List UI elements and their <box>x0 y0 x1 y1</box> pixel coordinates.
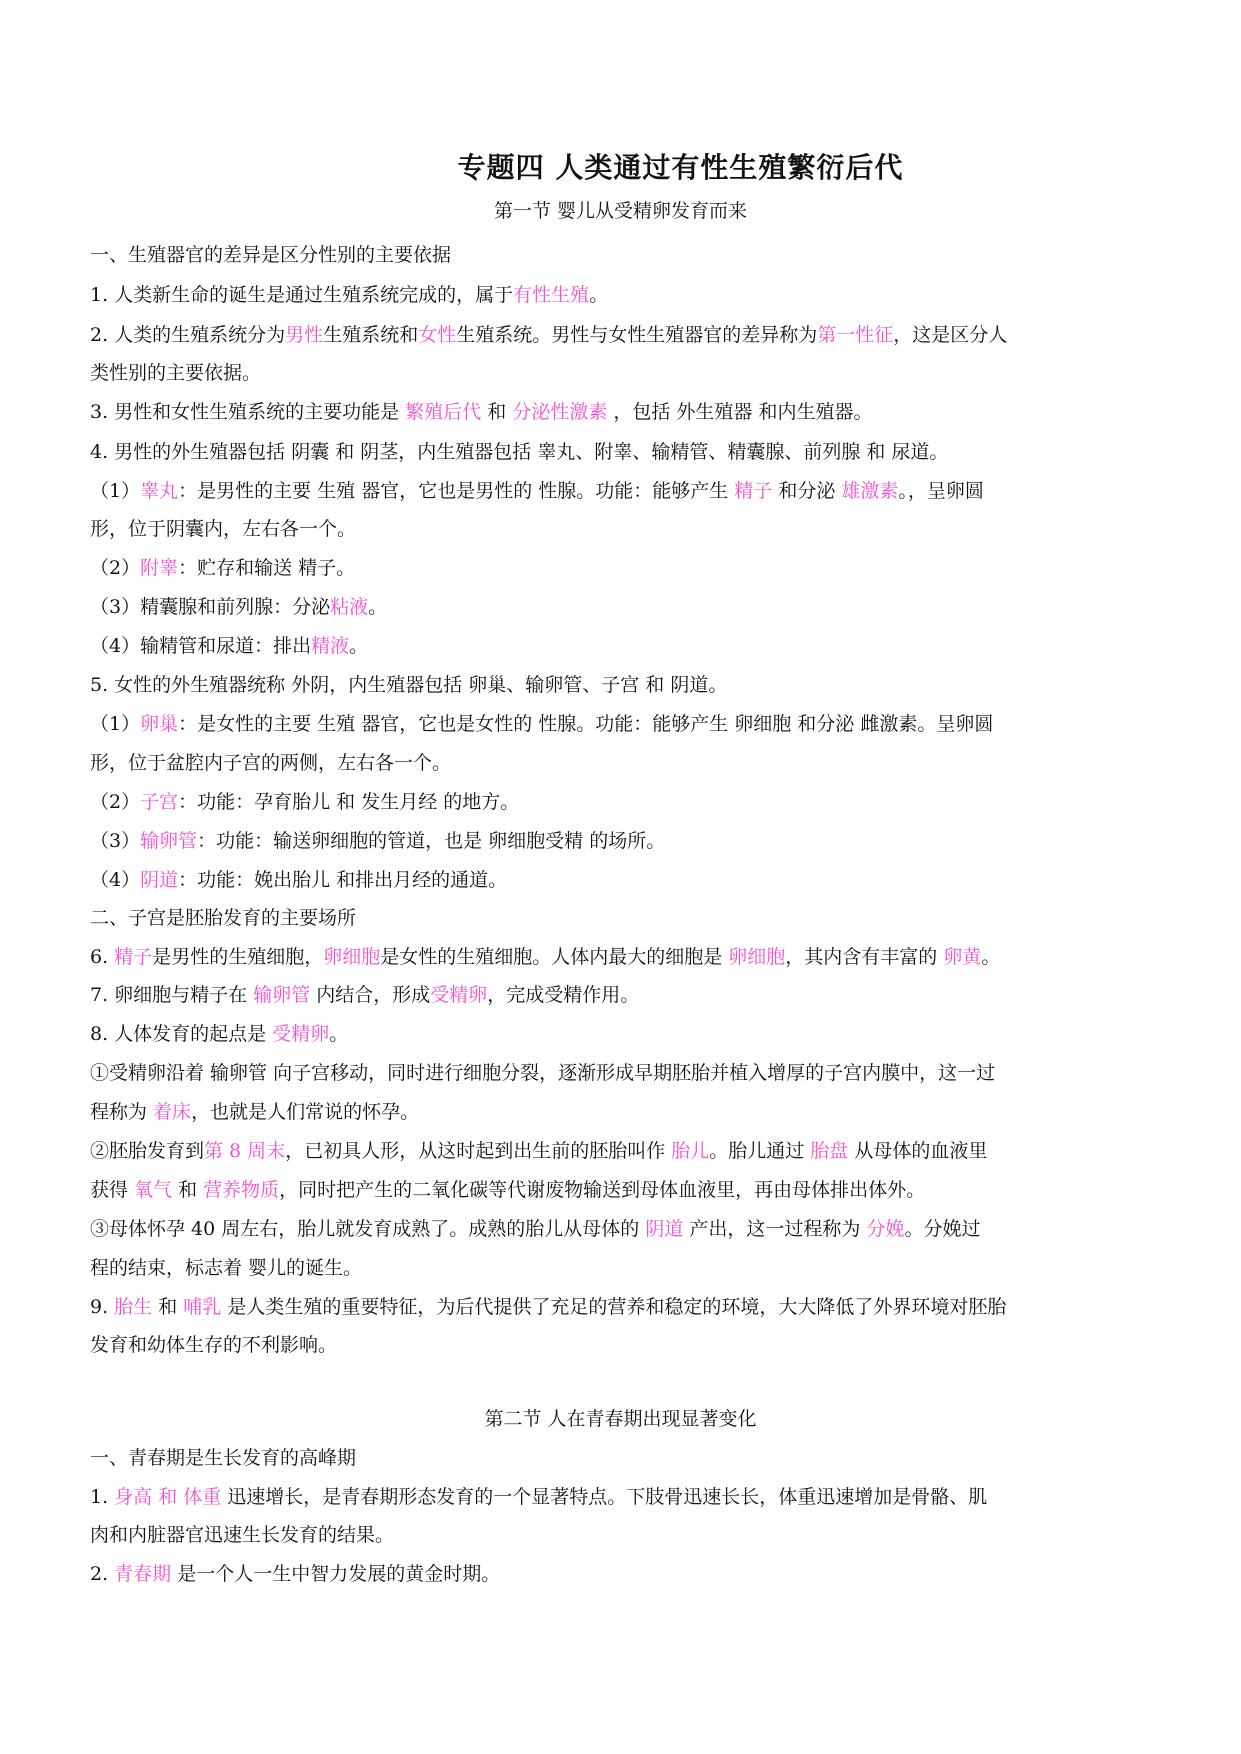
text-line <box>90 1214 1160 1241</box>
section-1-heading: 第一节 婴儿从受精卵发育而来 <box>493 200 748 222</box>
text-line <box>90 1253 1160 1280</box>
highlighted-term: 繁殖后代 <box>405 401 482 423</box>
text-line <box>90 320 1160 347</box>
highlighted-term: 卵细胞 <box>323 946 381 968</box>
text-segment: 。胎儿通过 <box>709 1140 811 1162</box>
highlighted-term: 胎生 <box>114 1296 153 1318</box>
text-segment: ，其内含有丰富的 <box>785 946 944 968</box>
text-segment: 程称为 <box>90 1101 154 1123</box>
text-line <box>90 631 1160 658</box>
text-segment: 形，位于盆腔内子宫的两侧，左右各一个。 <box>90 752 452 774</box>
highlighted-term: 身高 和 体重 <box>114 1486 222 1508</box>
highlighted-term: 第 8 周末 <box>204 1140 286 1162</box>
text-segment: 1. 人类新生命的诞生是通过生殖系统完成的，属于 <box>90 284 514 306</box>
text-segment: 迅速增长，是青春期形态发育的一个显著特点。下肢骨迅速长长，体重迅速增加是骨骼、肌 <box>221 1486 988 1508</box>
highlighted-term: 受精卵 <box>430 984 488 1006</box>
highlighted-term: 睾丸 <box>140 480 179 502</box>
text-segment: 。 <box>368 596 388 618</box>
text-segment: ①受精卵沿着 输卵管 向子宫移动，同时进行细胞分裂，逐渐形成早期胚胎并植入增厚的子宫内膜中，这一过 <box>90 1062 996 1084</box>
text-line <box>90 1520 1160 1547</box>
text-line <box>90 240 1160 267</box>
text-segment: ，完成受精作用。 <box>487 984 640 1006</box>
text-line <box>90 709 1160 736</box>
text-segment: 内结合，形成 <box>310 984 431 1006</box>
text-segment: （3） <box>90 830 141 852</box>
text-line <box>90 592 1160 619</box>
document-title: 专题四 人类通过有性生殖繁衍后代 <box>457 151 904 184</box>
highlighted-term: 胎儿 <box>671 1140 710 1162</box>
text-line <box>90 437 1160 464</box>
highlighted-term: 子宫 <box>140 791 179 813</box>
text-line <box>90 1559 1160 1586</box>
text-segment: （1） <box>90 713 141 735</box>
text-segment: 从母体的血液里 <box>848 1140 988 1162</box>
text-line <box>90 553 1160 580</box>
text-line <box>90 1097 1160 1124</box>
text-segment: ：功能：孕育胎儿 和 发生月经 的地方。 <box>178 791 520 813</box>
text-segment: ，包括 外生殖器 和内生殖器。 <box>607 401 873 423</box>
highlighted-term: 阴道 <box>140 869 179 891</box>
text-line <box>90 1482 1160 1509</box>
text-segment: 是一个人一生中智力发展的黄金时期。 <box>171 1563 501 1585</box>
text-segment: 是男性的生殖细胞， <box>152 946 324 968</box>
highlighted-term: 营养物质 <box>203 1179 280 1201</box>
text-segment: 二、子宫是胚胎发育的主要场所 <box>90 907 357 929</box>
highlighted-term: 卵细胞 <box>728 946 786 968</box>
text-segment: 一、生殖器官的差异是区分性别的主要依据 <box>90 244 452 266</box>
highlighted-term: 输卵管 <box>140 830 198 852</box>
highlighted-term: 着床 <box>153 1101 192 1123</box>
text-segment: （2） <box>90 557 141 579</box>
text-segment: 产出，这一过程称为 <box>683 1218 867 1240</box>
text-segment: ②胚胎发育到 <box>90 1140 205 1162</box>
text-line <box>90 670 1160 697</box>
highlighted-term: 分泌性激素 <box>512 401 608 423</box>
text-segment: 4. 男性的外生殖器包括 阴囊 和 阴茎，内生殖器包括 睾丸、附睾、输精管、精囊腺、前列腺 和 尿道。 <box>90 441 949 463</box>
text-line <box>90 903 1160 930</box>
text-segment: 2. 人类的生殖系统分为 <box>90 324 286 346</box>
text-line <box>90 358 1160 385</box>
highlighted-term: 胎盘 <box>810 1140 849 1162</box>
highlighted-term: 阴道 <box>645 1218 684 1240</box>
highlighted-term: 精子 <box>734 480 773 502</box>
text-line <box>90 1019 1160 1046</box>
text-segment: 。，呈卵圆 <box>898 480 984 502</box>
highlighted-term: 粘液 <box>330 596 369 618</box>
highlighted-term: 第一性征 <box>817 324 894 346</box>
text-segment: （1） <box>90 480 141 502</box>
text-segment: 和分泌 <box>772 480 842 502</box>
text-segment: ③母体怀孕 40 周左右，胎儿就发育成熟了。成熟的胎儿从母体的 <box>90 1218 646 1240</box>
text-segment: ：是女性的主要 生殖 器官，它也是女性的 性腺。功能：能够产生 卵细胞 和分泌 雌激素。呈卵圆 <box>178 713 994 735</box>
text-segment: 生殖系统。男性与女性生殖器官的差异称为 <box>456 324 818 346</box>
text-line <box>90 748 1160 775</box>
text-segment: 5. 女性的外生殖器统称 外阴，内生殖器包括 卵巢、输卵管、子宫 和 阴道。 <box>90 674 728 696</box>
highlighted-term: 氧气 <box>134 1179 173 1201</box>
text-segment: 和 <box>172 1179 204 1201</box>
text-segment: ：是男性的主要 生殖 器官，它也是男性的 性腺。功能：能够产生 <box>178 480 735 502</box>
highlighted-term: 精子 <box>114 946 153 968</box>
text-segment: 。 <box>589 284 609 306</box>
text-segment: 和 <box>152 1296 184 1318</box>
text-segment: 程的结束，标志着 婴儿的诞生。 <box>90 1257 363 1279</box>
text-segment: ：贮存和输送 精子。 <box>178 557 356 579</box>
text-line <box>90 1330 1160 1357</box>
text-segment: 发育和幼体生存的不利影响。 <box>90 1334 338 1356</box>
highlighted-term: 分娩 <box>866 1218 905 1240</box>
text-segment: 生殖系统和 <box>323 324 419 346</box>
text-segment: （4）输精管和尿道：排出 <box>90 635 312 657</box>
text-line <box>90 476 1160 503</box>
highlighted-term: 哺乳 <box>183 1296 222 1318</box>
text-line <box>90 980 1160 1007</box>
text-line <box>90 1175 1160 1202</box>
text-segment: 类性别的主要依据。 <box>90 362 262 384</box>
text-segment: 1. <box>90 1486 115 1508</box>
text-line <box>90 1443 1160 1470</box>
text-segment: （2） <box>90 791 141 813</box>
text-segment: 8. 人体发育的起点是 <box>90 1023 273 1045</box>
text-segment: 肉和内脏器官迅速生长发育的结果。 <box>90 1524 395 1546</box>
text-line <box>90 1136 1160 1163</box>
text-line <box>90 280 1160 307</box>
text-segment: 2. <box>90 1563 115 1585</box>
text-segment: 。 <box>981 946 1001 968</box>
text-segment: 获得 <box>90 1179 135 1201</box>
text-line <box>90 942 1160 969</box>
text-line <box>90 1292 1160 1319</box>
highlighted-term: 男性 <box>285 324 324 346</box>
highlighted-term: 受精卵 <box>272 1023 330 1045</box>
text-segment: ，也就是人们常说的怀孕。 <box>191 1101 420 1123</box>
text-segment: （4） <box>90 869 141 891</box>
text-line <box>90 397 1160 424</box>
highlighted-term: 精液 <box>311 635 350 657</box>
highlighted-term: 女性 <box>418 324 457 346</box>
highlighted-term: 卵黄 <box>943 946 982 968</box>
text-segment: ：功能：输送卵细胞的管道，也是 卵细胞受精 的场所。 <box>197 830 666 852</box>
text-segment: ：功能：娩出胎儿 和排出月经的通道。 <box>178 869 508 891</box>
text-segment: 和 <box>481 401 513 423</box>
highlighted-term: 卵巢 <box>140 713 179 735</box>
text-segment: ，这是区分人 <box>893 324 1008 346</box>
text-segment: ，已初具人形，从这时起到出生前的胚胎叫作 <box>285 1140 672 1162</box>
text-segment: 一、青春期是生长发育的高峰期 <box>90 1447 357 1469</box>
text-line <box>90 1058 1160 1085</box>
text-line <box>90 865 1160 892</box>
text-segment: 3. 男性和女性生殖系统的主要功能是 <box>90 401 406 423</box>
text-line <box>90 826 1160 853</box>
text-segment: （3）精囊腺和前列腺：分泌 <box>90 596 331 618</box>
highlighted-term: 青春期 <box>114 1563 172 1585</box>
section-2-heading: 第二节 人在青春期出现显著变化 <box>484 1408 757 1430</box>
text-line <box>90 514 1160 541</box>
text-segment: 。 <box>329 1023 349 1045</box>
text-segment: ，同时把产生的二氧化碳等代谢废物输送到母体血液里，再由母体排出体外。 <box>279 1179 926 1201</box>
text-line <box>90 787 1160 814</box>
highlighted-term: 雄激素 <box>841 480 899 502</box>
text-segment: 9. <box>90 1296 115 1318</box>
text-segment: 7. 卵细胞与精子在 <box>90 984 254 1006</box>
text-segment: 是人类生殖的重要特征，为后代提供了充足的营养和稳定的环境，大大降低了外界环境对胚胎 <box>221 1296 1007 1318</box>
text-segment: 形，位于阴囊内，左右各一个。 <box>90 518 357 540</box>
text-segment: 。分娩过 <box>904 1218 981 1240</box>
text-segment: 是女性的生殖细胞。人体内最大的细胞是 <box>380 946 729 968</box>
highlighted-term: 有性生殖 <box>513 284 590 306</box>
text-segment: 6. <box>90 946 115 968</box>
highlighted-term: 输卵管 <box>253 984 311 1006</box>
text-segment: 。 <box>349 635 369 657</box>
highlighted-term: 附睾 <box>140 557 179 579</box>
